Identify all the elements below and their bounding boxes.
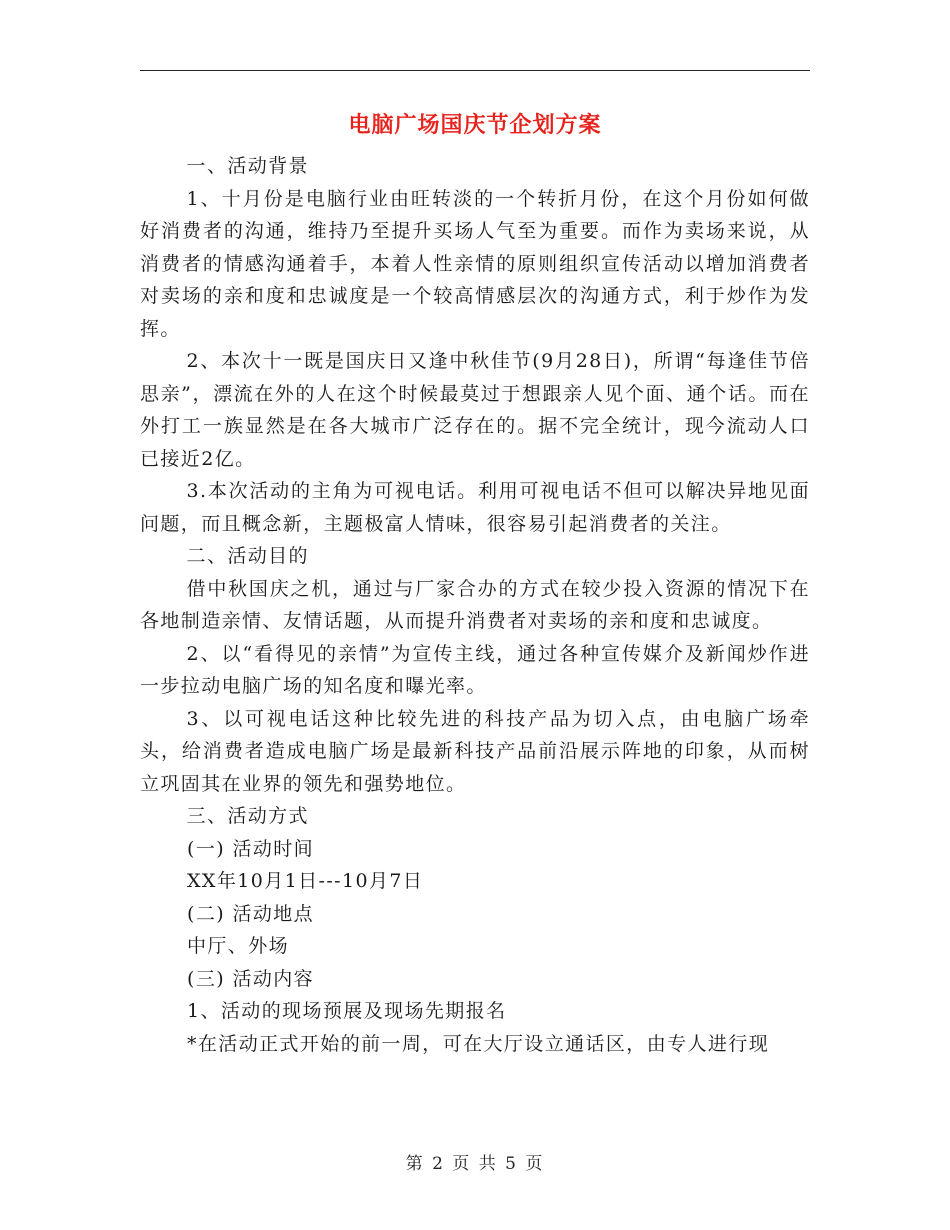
paragraph-background-1: 1、十月份是电脑行业由旺转淡的一个转折月份，在这个月份如何做好消费者的沟通，维持乃至提升买场人气至为重要。而作为卖场来说，从消费者的情感沟通着手，本着人性亲情的原则组织宣传活动以增加消费者对卖场的亲和度和忠诚度是一个较高情感层次的沟通方式，利于炒作为发挥。 — [140, 187, 810, 340]
paragraph-purpose-3: 3、以可视电话这种比较先进的科技产品为切入点，由电脑广场牵头，给消费者造成电脑广场是最新科技产品前沿展示阵地的印象，从而树立巩固其在业界的领先和强势地位。 — [140, 707, 810, 795]
paragraph-purpose-1: 借中秋国庆之机，通过与厂家合办的方式在较少投入资源的情况下在各地制造亲情、友情话题，从而提升消费者对卖场的亲和度和忠诚度。 — [140, 577, 810, 632]
content-item-1: 1、活动的现场预展及现场先期报名 — [187, 1000, 507, 1022]
activity-location: 中厅、外场 — [187, 935, 290, 957]
paragraph-background-3: 3.本次活动的主角为可视电话。利用可视电话不但可以解决异地见面问题，而且概念新，主题极富人情味，很容易引起消费者的关注。 — [140, 480, 810, 535]
header-rule — [140, 70, 810, 71]
subheading-time: (一) 活动时间 — [187, 837, 315, 860]
document-title: 电脑广场国庆节企划方案 — [348, 113, 602, 138]
subheading-location: (二) 活动地点 — [187, 902, 315, 925]
page-number: 第 2 页 共 5 页 — [405, 1154, 545, 1174]
activity-dates: XX年10月1日---10月7日 — [187, 870, 424, 892]
section-heading-purpose: 二、活动目的 — [186, 545, 309, 567]
paragraph-purpose-2: 2、以“看得见的亲情”为宣传主线，通过各种宣传媒介及新闻炒作进一步拉动电脑广场的知名度和曝光率。 — [140, 642, 810, 697]
paragraph-background-2: 2、本次十一既是国庆日又逢中秋佳节(9月28日)，所谓“每逢佳节倍思亲”，漂流在外的人在这个时候最莫过于想跟亲人见个面、通个话。而在外打工一族显然是在各大城市广泛存在的。据不完全统计，现今流动人口已接近2亿。 — [140, 350, 810, 470]
section-heading-method: 三、活动方式 — [186, 805, 309, 827]
subheading-content: (三) 活动内容 — [187, 967, 315, 990]
content-item-1-detail: *在活动正式开始的前一周，可在大厅设立通话区，由专人进行现 — [187, 1032, 770, 1055]
section-heading-background: 一、活动背景 — [186, 155, 309, 177]
document-body — [140, 150, 810, 1060]
